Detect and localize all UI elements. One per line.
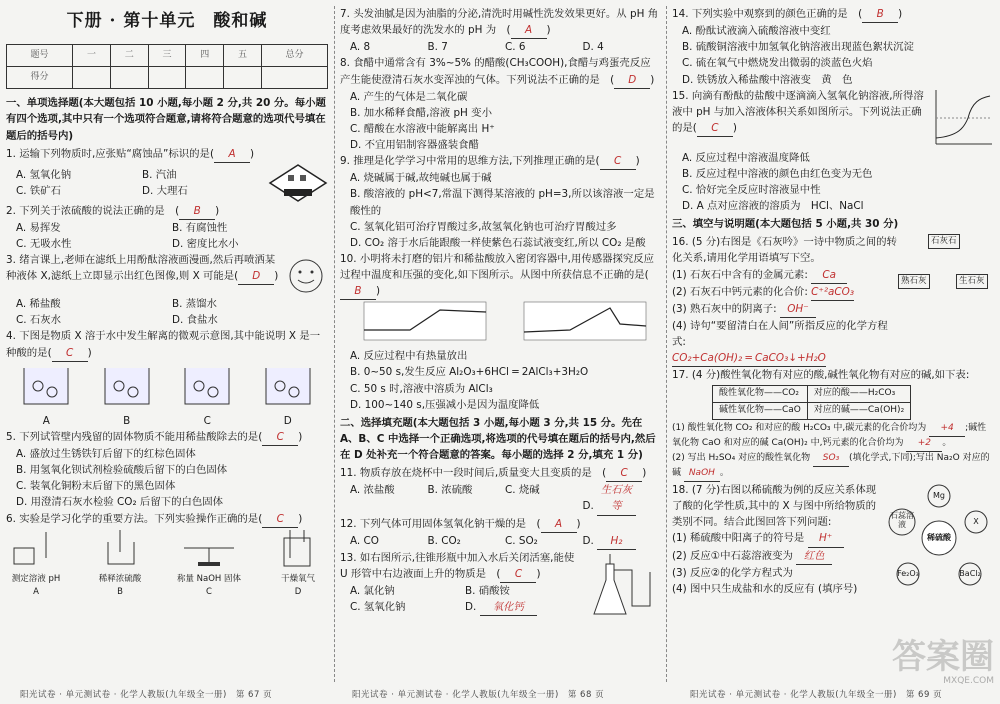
question-17: 17. (4 分)酸性氧化物有对应的酸,碱性氧化物有对应的碱,如下表: [672, 369, 970, 382]
options: A. 烧碱属于碱,故纯碱也属于碱 B. 酸溶液的 pH<7,常温下测得某溶液的 pH=3,所以该溶液一定是酸性的 C. 氢氧化铝可治疗胃酸过多,故氢氧化钠也可治疗胃酸过多 D. CO₂ 溶于水后能跟酸一样使紫色石蕊试液变红,所以 CO₂ 是酸 [350, 172, 655, 249]
q16-item: (1) 石灰石中含有的金属元素: Ca [672, 267, 898, 284]
question-16: 16. (5 分)右图是《石灰吟》一诗中物质之间的转化关系,请用化学用语填写下空。 [672, 236, 897, 265]
q16-item: (2) 石灰石中钙元素的化合价: C⁺²aCO₃ [672, 284, 898, 301]
question-14: 14. 下列实验中观察到的颜色正确的是 ( B ) [672, 6, 994, 23]
question-9: 9. 推理是化学学习中常用的思维方法,下列推理正确的是( C ) [340, 153, 660, 170]
options: A. 稀盐酸 B. 蒸馏水 C. 石灰水 D. 食盐水 [16, 298, 218, 327]
beaker-icon [99, 362, 155, 408]
score-header: 二 [110, 45, 148, 67]
question-10: 10. 小明将未打磨的铝片和稀盐酸放入密闭容器中,用传感器探究反应过程中温度和压强的变化,如下图所示。从图中所获信息不正确的是(B ) [340, 251, 660, 300]
page-footer: 阳光试卷 · 单元测试卷 · 化学人教版(九年级全一册) 第 67 页 [20, 690, 273, 700]
unit-title: 下册 · 第十单元 酸和碱 [66, 11, 268, 31]
q18-item: (4) 图中只生成盐和水的反应有 (填序号) [672, 582, 858, 595]
dilution-icon [90, 528, 150, 568]
q18-item: (3) 反应②的化学方程式为 [672, 566, 793, 579]
q17-items: (1) 酸性氧化物 CO₂ 和对应的酸 H₂CO₃ 中,碳元素的化合价均为 +4 ;碱性氧化物 CaO 和对应的碱 Ca(OH)₂ 中,钙元素的化合价均为 +2 。 (2) 写出 H₂SO₄ 对应的酸性氧化物 SO₃ (填化学式,下同);写出 Na₂O 对应的碱 NaOH 。 [672, 422, 994, 482]
options: A. 盛放过生锈铁钉后留下的红棕色固体 B. 用氢氧化钡试剂检验硫酸后留下的白色固体 C. 装氧化铜粉末后留下的黑色固体 D. 用澄清石灰水检验 CO₂ 后留下的白色固体 [16, 448, 228, 509]
score-header: 一 [73, 45, 111, 67]
pressure-graph-icon [510, 300, 650, 348]
gas-drying-bottle-icon [268, 528, 328, 568]
sensor-graphs [340, 300, 660, 348]
q18-item: (1) 稀硫酸中阳离子的符号是 H⁺ [672, 530, 884, 547]
oxide-table: 酸性氧化物——CO₂ 对应的酸——H₂CO₃ 碱性氧化物——CaO 对应的碱——Ca(OH)₂ [712, 385, 911, 420]
question-1: 1. 运输下列物质时,应张贴“腐蚀品”标识的是( A ) [6, 146, 328, 163]
question-13: 13. 如右图所示,往锥形瓶中加入水后关闭活塞,能使 U 形管中右边液面上升的物质是 ( C ) [340, 550, 580, 583]
page-column-69: 14. 下列实验中观察到的颜色正确的是 ( B ) A. 酚酞试液滴入硫酸溶液中变红 B. 硫酸铜溶液中加氢氧化钠溶液出现蓝色絮状沉淀 C. 硫在氧气中燃烧发出微弱的淡蓝色火焰 D. 铁锈放入稀盐酸中溶液变 黄 色 15. 向滴有酚酞的盐酸中逐滴滴入氢氧化钠溶液,所得溶液中 pH 与加入溶液体积关系如图所示。下列说法正确的是( C ) A. 反应过程中溶液温度降低 B. 反应过程中溶液的颜色由红色变为无色 C. 恰好完全反应时溶液显中性 D. A 点对应溶液的溶质为 HCl、NaCl 三、填空与说明题(本大题包括 5 小题,共 30 分) 16. (5 分)右图是《石灰吟》一诗中物质之间的转化关系,请用化学用语填写下空。 (1) 石灰石中含有的金属元素: Ca (2) 石灰石中钙元素的化合价: C⁺²aCO₃ (3) 熟石灰中的阴离子: OH⁻ (4) 诗句“要留清白在人间”所指反应的化学方程式: CO₂+Ca(OH)₂ ═ CaCO₃↓+H₂O 石灰石 熟石灰 生石灰 17. (4 分)酸性氧化物有对应的酸,碱性氧化物有对应的碱,如下表: 酸性氧化物——CO₂ 对应的酸——H₂CO₃ 碱性氧化物——CaO 对应的碱——Ca(OH)₂ (1) 酸性氧化物 CO₂ 和对应的酸 H₂CO₃ 中,碳元素的化合价均为 +4 ;碱性氧化物 CaO 和对应的碱 Ca(OH)₂ 中,钙元素的化合价均为 +2 。 (2) 写出 H₂SO₄ 对应的酸性氧化物 SO₃ (填化学式,下同);写出 Na₂O 对应的碱 NaOH 。 18. (7 分)右图以稀硫酸为例的反应关系体现了酸的化学性质,其中的 X 与图中所给物质的类别不同。结合此图回答下列问题: (1) 稀硫酸中阳离子的符号是 H⁺ (2) 反应①中石蕊溶液变为 红色 (3) 反应②的化学方程式为 (4) 图中只生成盐和水的反应有 (填序号) Mg 稀硫酸 石蕊溶液 Fe₂O₃ X BaCl₂ [672, 6, 994, 682]
question-3: 3. 绪言课上,老师在滤纸上用酚酞溶液画漫画,然后再喷洒某种液体 X,滤纸上立即显示出红色图像,则 X 可能是( D ) [6, 252, 284, 285]
q18-item: (2) 反应①中石蕊溶液变为 红色 [672, 548, 884, 565]
options: A. 反应过程中溶液温度降低 B. 反应过程中溶液的颜色由红色变为无色 C. 恰好完全反应时溶液显中性 D. A 点对应溶液的溶质为 HCl、NaCl [682, 151, 873, 212]
page-column-68 [340, 6, 660, 682]
node: 石灰石 [928, 234, 960, 249]
temperature-graph-icon [350, 300, 490, 348]
score-cell[interactable] [261, 67, 327, 89]
options: A. 产生的气体是二氧化碳 B. 加水稀释食醋,溶液 pH 变小 C. 醋酸在水溶液中能解离出 H⁺ D. 不宜用铝制容器盛装食醋 [350, 90, 495, 151]
q16-item: (4) 诗句“要留清白在人间”所指反应的化学方程式: [672, 319, 888, 348]
u-tube-flask-icon [580, 550, 660, 620]
question-12: 12. 下列气体可用固体氢氧化钠干燥的是 ( A ) [340, 516, 660, 533]
beaker-icon [179, 362, 235, 408]
page-divider [666, 6, 667, 682]
node: 熟石灰 [898, 274, 930, 289]
question-8: 8. 食醋中通常含有 3%~5% 的醋酸(CH₃COOH),食醋与鸡蛋壳反应产生能使澄清石灰水变浑浊的气体。下列说法不正确的是 ( D ) [340, 55, 660, 88]
ph-curve-icon [928, 88, 994, 150]
score-cell[interactable] [186, 67, 224, 89]
options: A. 易挥发 B. 有腐蚀性 C. 无吸水性 D. 密度比水小 [16, 221, 239, 251]
score-row-label: 得分 [7, 67, 73, 89]
question-11: 11. 物质存放在烧杯中一段时间后,质量变大且变质的是 ( C ) [340, 465, 660, 482]
score-cell[interactable] [110, 67, 148, 89]
question-2: 2. 下列关于浓硫酸的说法正确的是 ( B ) [6, 203, 328, 220]
score-table [6, 44, 328, 89]
question-5: 5. 下列试管壁内残留的固体物质不能用稀盐酸除去的是( C ) [6, 429, 328, 446]
options: A. CO B. CO₂ C. SO₂ D. H₂ [340, 533, 660, 550]
score-cell[interactable] [148, 67, 186, 89]
sulfuric-acid-reaction-diagram: Mg 稀硫酸 石蕊溶液 Fe₂O₃ X BaCl₂ [884, 482, 994, 592]
options: A. 反应过程中有热量放出 B. 0~50 s,发生反应 Al₂O₃+6HCl ═ 2AlCl₃+3H₂O C. 50 s 时,溶液中溶质为 AlCl₃ D. 100~140 s,压强减小是因为温度降低 [350, 350, 589, 411]
score-header: 题号 [7, 45, 73, 67]
q16-item: (3) 熟石灰中的阴离子: OH⁻ [672, 301, 898, 318]
page-footer: 阳光试卷 · 单元测试卷 · 化学人教版(九年级全一册) 第 69 页 [690, 690, 943, 700]
beaker-icon [18, 362, 74, 408]
beaker-figures: A B C D [6, 362, 328, 429]
score-cell[interactable] [224, 67, 262, 89]
options: A. 氢氧化钠 B. 汽油 C. 铁矿石 D. 大理石 [16, 168, 188, 197]
question-7: 7. 头发油腻是因为油脂的分泌,清洗时用碱性洗发效果更好。从 pH 角度考虑效果最好的洗发水的 pH 为 ( A ) [340, 6, 660, 39]
corrosive-sign-icon [268, 163, 328, 203]
limestone-cycle-diagram [898, 234, 994, 298]
watermark-url: MXQE.COM [943, 676, 994, 686]
score-cell[interactable] [73, 67, 111, 89]
page-footer: 阳光试卷 · 单元测试卷 · 化学人教版(九年级全一册) 第 68 页 [352, 690, 605, 700]
watermark-logo: 答案圈 [892, 637, 994, 677]
section-heading: 二、选择填充题(本大题包括 3 小题,每小题 3 分,共 15 分。先在 A、B、C 中选择一个正确选项,将选项的代号填在题后的括号内,然后在 D 处补充一个符合题意的答案。每小题的选择 2 分,填充 1 分) [340, 416, 656, 461]
ph-test-icon [6, 528, 66, 568]
score-header: 三 [148, 45, 186, 67]
smiley-face-icon [284, 252, 328, 296]
score-header: 总分 [261, 45, 327, 67]
options: A. 氯化钠 B. 硝酸铵 C. 氢氧化钠 D. 氧化钙 [340, 583, 580, 616]
score-header: 四 [186, 45, 224, 67]
balance-icon [174, 528, 244, 568]
options: A. 8 B. 7 C. 6 D. 4 [350, 41, 604, 54]
score-header: 五 [224, 45, 262, 67]
node: 生石灰 [956, 274, 988, 289]
lab-figures: 测定溶液 pH A 稀释浓硫酸 B 称量 NaOH 固体 C 干燥氧气 D [6, 528, 328, 600]
section-heading: 三、填空与说明题(本大题包括 5 小题,共 30 分) [672, 218, 899, 231]
page-column-67 [6, 6, 328, 682]
question-4: 4. 下图是物质 X 溶于水中发生解离的微观示意图,其中能说明 X 是一种酸的是( C ) [6, 328, 328, 361]
question-18: 18. (7 分)右图以稀硫酸为例的反应关系体现了酸的化学性质,其中的 X 与图中所给物质的类别不同。结合此图回答下列问题: [672, 484, 877, 529]
question-15: 15. 向滴有酚酞的盐酸中逐滴滴入氢氧化钠溶液,所得溶液中 pH 与加入溶液体积关系如图所示。下列说法正确的是( C ) [672, 88, 928, 137]
page-divider [334, 6, 335, 682]
beaker-icon [260, 362, 316, 408]
section-heading: 一、单项选择题(本大题包括 10 小题,每小题 2 分,共 20 分。每小题有四个选项,其中只有一个选项符合题意,请将符合题意的选项代号填在题后的括号内) [6, 97, 326, 142]
options: A. 酚酞试液滴入硫酸溶液中变红 B. 硫酸铜溶液中加氢氧化钠溶液出现蓝色絮状沉淀 C. 硫在氧气中燃烧发出微弱的淡蓝色火焰 D. 铁锈放入稀盐酸中溶液变 黄 色 [682, 25, 914, 86]
options: A. 浓盐酸 B. 浓硫酸 C. 烧碱 D. 生石灰等 [340, 482, 660, 515]
question-6: 6. 实验是学习化学的重要方法。下列实验操作正确的是( C ) [6, 511, 328, 528]
